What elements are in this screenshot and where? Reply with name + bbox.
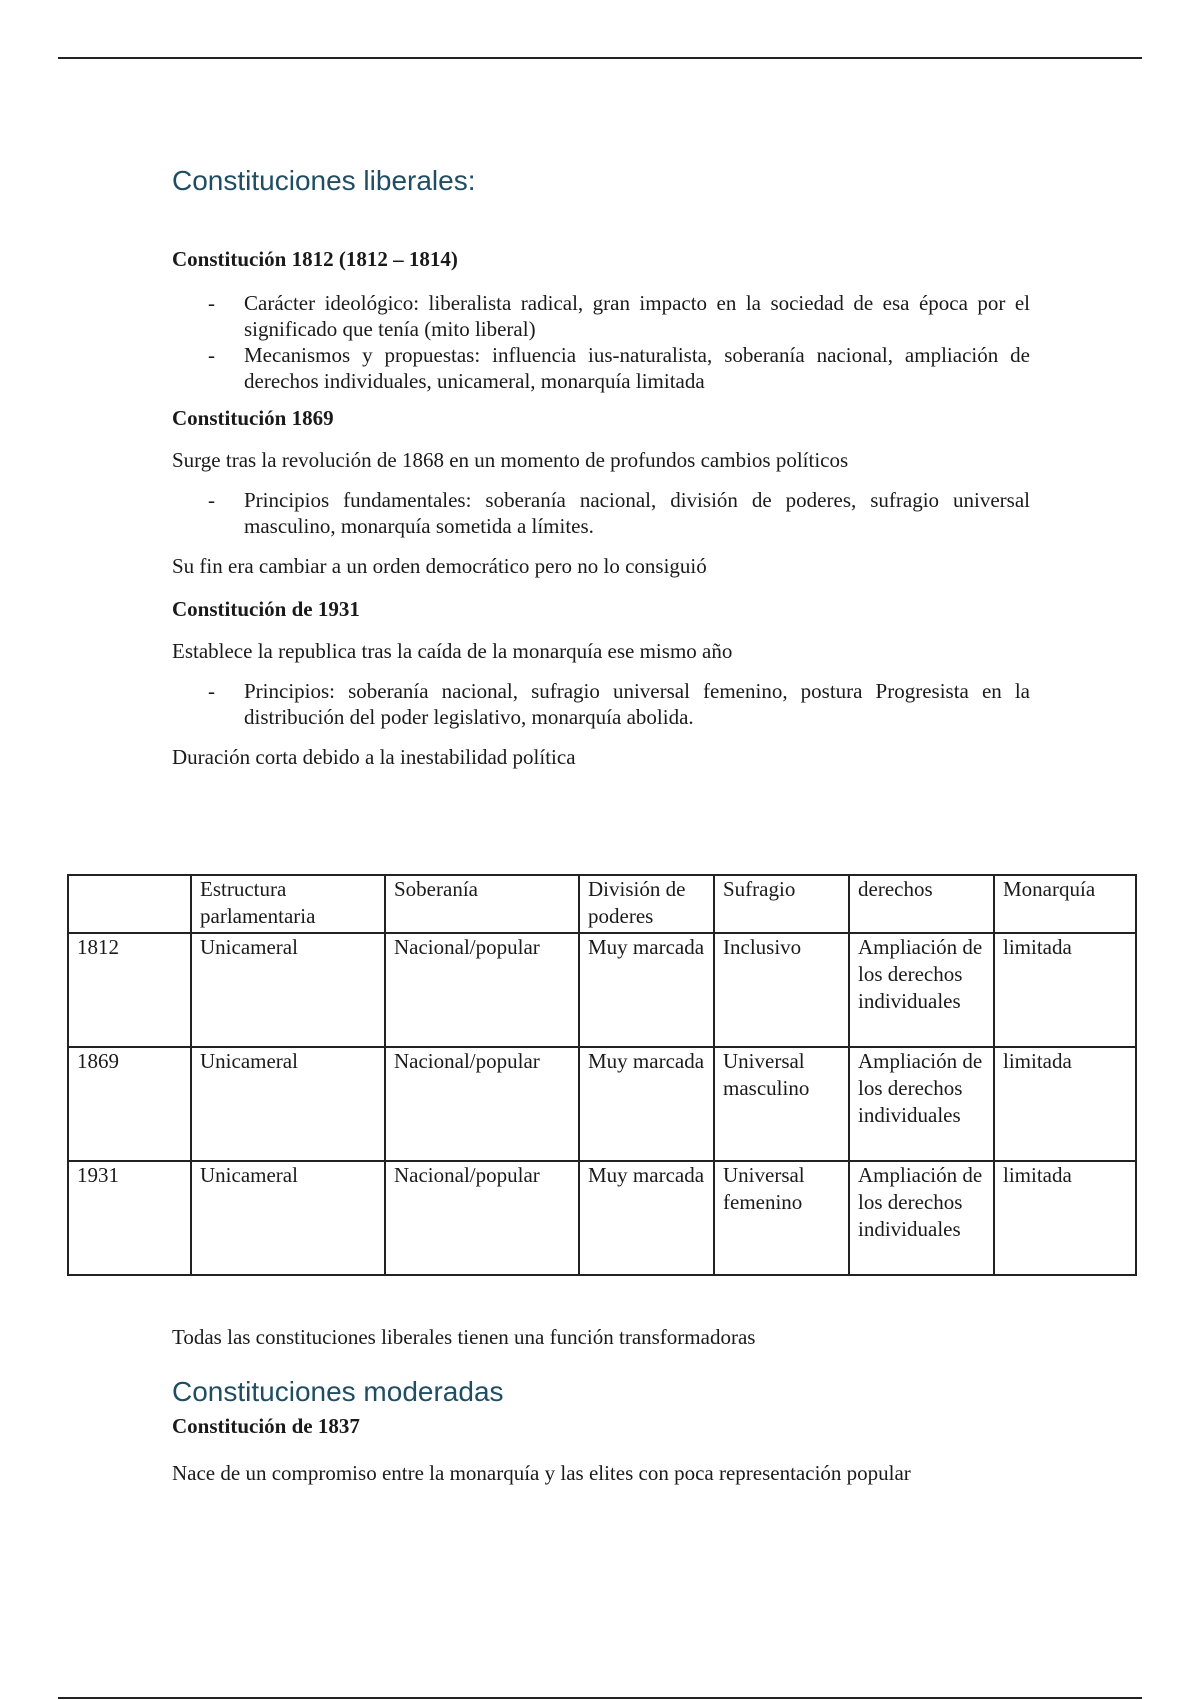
header-cell: Estructura parlamentaria [191, 875, 385, 933]
table-cell: Muy marcada [579, 1047, 714, 1161]
section-title-1812: Constitución 1812 (1812 – 1814) [172, 247, 458, 271]
outro-1869: Su fin era cambiar a un orden democrático pero no lo consiguió [172, 554, 707, 578]
outro-1931: Duración corta debido a la inestabilidad política [172, 745, 576, 769]
document-body [172, 165, 1030, 770]
table-cell: Nacional/popular [385, 1047, 579, 1161]
table-cell: Muy marcada [579, 933, 714, 1047]
top-rule [58, 57, 1142, 59]
table-cell: Unicameral [191, 1047, 385, 1161]
table-row [68, 1161, 1136, 1275]
bottom-rule [58, 1697, 1142, 1699]
table-cell: 1812 [68, 933, 191, 1047]
table-header-row [68, 875, 1136, 933]
list-item: - Carácter ideológico: liberalista radical, gran impacto en la sociedad de esa época por el significado que tenía (mito liberal) [172, 290, 1030, 342]
table-cell: limitada [994, 933, 1136, 1047]
table-cell: Ampliación de los derechos individuales [849, 1161, 994, 1275]
table-cell: Nacional/popular [385, 1161, 579, 1275]
table-cell: limitada [994, 1047, 1136, 1161]
section-title-1931: Constitución de 1931 [172, 597, 360, 621]
table-cell: Nacional/popular [385, 933, 579, 1047]
intro-1931: Establece la republica tras la caída de la monarquía ese mismo año [172, 639, 733, 663]
table-cell: Universal masculino [714, 1047, 849, 1161]
table-cell: Inclusivo [714, 933, 849, 1047]
table-cell: Universal femenino [714, 1161, 849, 1275]
table-row [68, 933, 1136, 1047]
table-cell: Unicameral [191, 933, 385, 1047]
header-cell: Monarquía [994, 875, 1136, 933]
section-title-1869: Constitución 1869 [172, 406, 334, 430]
intro-1869: Surge tras la revolución de 1868 en un momento de profundos cambios políticos [172, 448, 849, 472]
list-item: - Principios fundamentales: soberanía nacional, división de poderes, sufragio universal masculino, monarquía sometida a límites. [172, 487, 1030, 539]
comparison-table [67, 874, 1137, 1276]
header-cell: Soberanía [385, 875, 579, 933]
text-1837: Nace de un compromiso entre la monarquía y las elites con poca representación popular [172, 1461, 911, 1485]
table-cell: Ampliación de los derechos individuales [849, 933, 994, 1047]
closing-note: Todas las constituciones liberales tienen una función transformadoras [172, 1325, 756, 1349]
list-1812 [172, 290, 1030, 394]
list-1869 [172, 487, 1030, 539]
header-cell: División de poderes [579, 875, 714, 933]
heading-liberales: Constituciones liberales: [172, 165, 476, 196]
table-cell: Ampliación de los derechos individuales [849, 1047, 994, 1161]
header-cell: derechos [849, 875, 994, 933]
section-title-1837: Constitución de 1837 [172, 1414, 360, 1438]
table-cell: 1931 [68, 1161, 191, 1275]
heading-moderadas: Constituciones moderadas [172, 1376, 504, 1407]
table-cell: Unicameral [191, 1161, 385, 1275]
header-cell: Sufragio [714, 875, 849, 933]
table-cell: Muy marcada [579, 1161, 714, 1275]
table-cell: limitada [994, 1161, 1136, 1275]
header-cell [68, 875, 191, 933]
list-item: - Mecanismos y propuestas: influencia ius-naturalista, soberanía nacional, ampliación de derechos individuales, unicameral, monarquía limitada [172, 342, 1030, 394]
table-cell: 1869 [68, 1047, 191, 1161]
table-row [68, 1047, 1136, 1161]
list-item: - Principios: soberanía nacional, sufragio universal femenino, postura Progresista en la distribución del poder legislativo, monarquía abolida. [172, 678, 1030, 730]
list-1931 [172, 678, 1030, 730]
